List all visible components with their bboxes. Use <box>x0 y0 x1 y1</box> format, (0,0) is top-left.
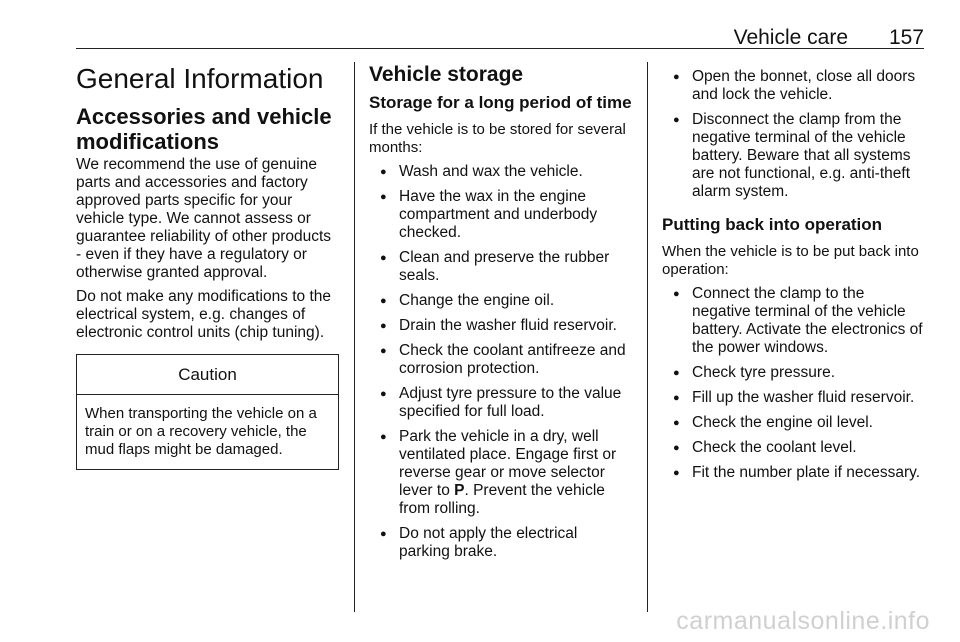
park-text-before: Park the vehicle in a dry, well ventilated place. Engage first or reverse gear or move selector lever to <box>399 428 617 499</box>
subheading-putting-back: Putting back into operation <box>662 215 883 234</box>
caution-text: When transporting the vehicle on a train or on a recovery vehicle, the mud flaps might be damaged. <box>85 405 317 458</box>
list-item: ● Connect the clamp to the negative terminal of the vehicle battery. Activate the electronics of the power windows. <box>662 285 925 357</box>
list-item: ● Check the coolant level. <box>662 439 925 457</box>
heading-general-information: General Information <box>76 63 324 94</box>
caution-box <box>76 354 339 470</box>
list-item: ● Have the wax in the engine compartment and underbody checked. <box>369 188 632 242</box>
list-item: ● Clean and preserve the rubber seals. <box>369 249 632 285</box>
watermark: carmanualsonline.info <box>676 607 930 635</box>
column-general-information <box>76 62 339 470</box>
column-divider-2 <box>647 62 648 612</box>
section-title: Vehicle care <box>733 26 848 49</box>
list-item: ● Check the coolant antifreeze and corrosion protection. <box>369 342 632 378</box>
list-item: ● Drain the washer fluid reservoir. <box>369 317 632 335</box>
operation-intro: When the vehicle is to be put back into operation: <box>662 243 919 278</box>
list-item: ● Adjust tyre pressure to the value specified for full load. <box>369 385 632 421</box>
heading-vehicle-storage: Vehicle storage <box>369 63 524 86</box>
list-item: ● Fit the number plate if necessary. <box>662 464 925 482</box>
operation-list <box>662 285 925 482</box>
list-item: ● Change the engine oil. <box>369 292 632 310</box>
column-divider-1 <box>354 62 355 612</box>
page-number: 157 <box>888 26 924 49</box>
list-item: ● Fill up the washer fluid reservoir. <box>662 389 925 407</box>
list-item: ● Do not apply the electrical parking brake. <box>369 525 632 561</box>
paragraph-modifications: Do not make any modifications to the electrical system, e.g. changes of electronic control units (chip tuning). <box>76 288 332 341</box>
caution-title: Caution <box>77 355 338 395</box>
storage-list <box>369 163 632 561</box>
storage-intro: If the vehicle is to be stored for several months: <box>369 121 626 156</box>
header-rule <box>76 48 924 49</box>
column-vehicle-storage <box>369 62 632 568</box>
list-item: ● Check the engine oil level. <box>662 414 925 432</box>
list-item: ● Wash and wax the vehicle. <box>369 163 632 181</box>
subheading-accessories: Accessories and vehicle modifications <box>76 104 332 154</box>
paragraph-genuine-parts: We recommend the use of genuine parts and accessories and factory approved parts specific for your vehicle type. We cannot assess or guarantee reliability of other products - even if they have a regulatory or otherwise granted approval. <box>76 156 332 281</box>
column-operation <box>662 62 925 489</box>
list-item: ● Disconnect the clamp from the negative terminal of the vehicle battery. Beware that all systems are not functional, e.g. anti-theft alarm system. <box>662 111 925 201</box>
list-item: ● Open the bonnet, close all doors and lock the vehicle. <box>662 68 925 104</box>
subheading-long-storage: Storage for a long period of time <box>369 93 632 112</box>
list-item: ● Check tyre pressure. <box>662 364 925 382</box>
selector-p: P <box>454 482 465 499</box>
park-text-after: . Prevent the vehicle from rolling. <box>399 482 605 517</box>
list-item <box>369 428 632 518</box>
storage-list-continued <box>662 68 925 201</box>
